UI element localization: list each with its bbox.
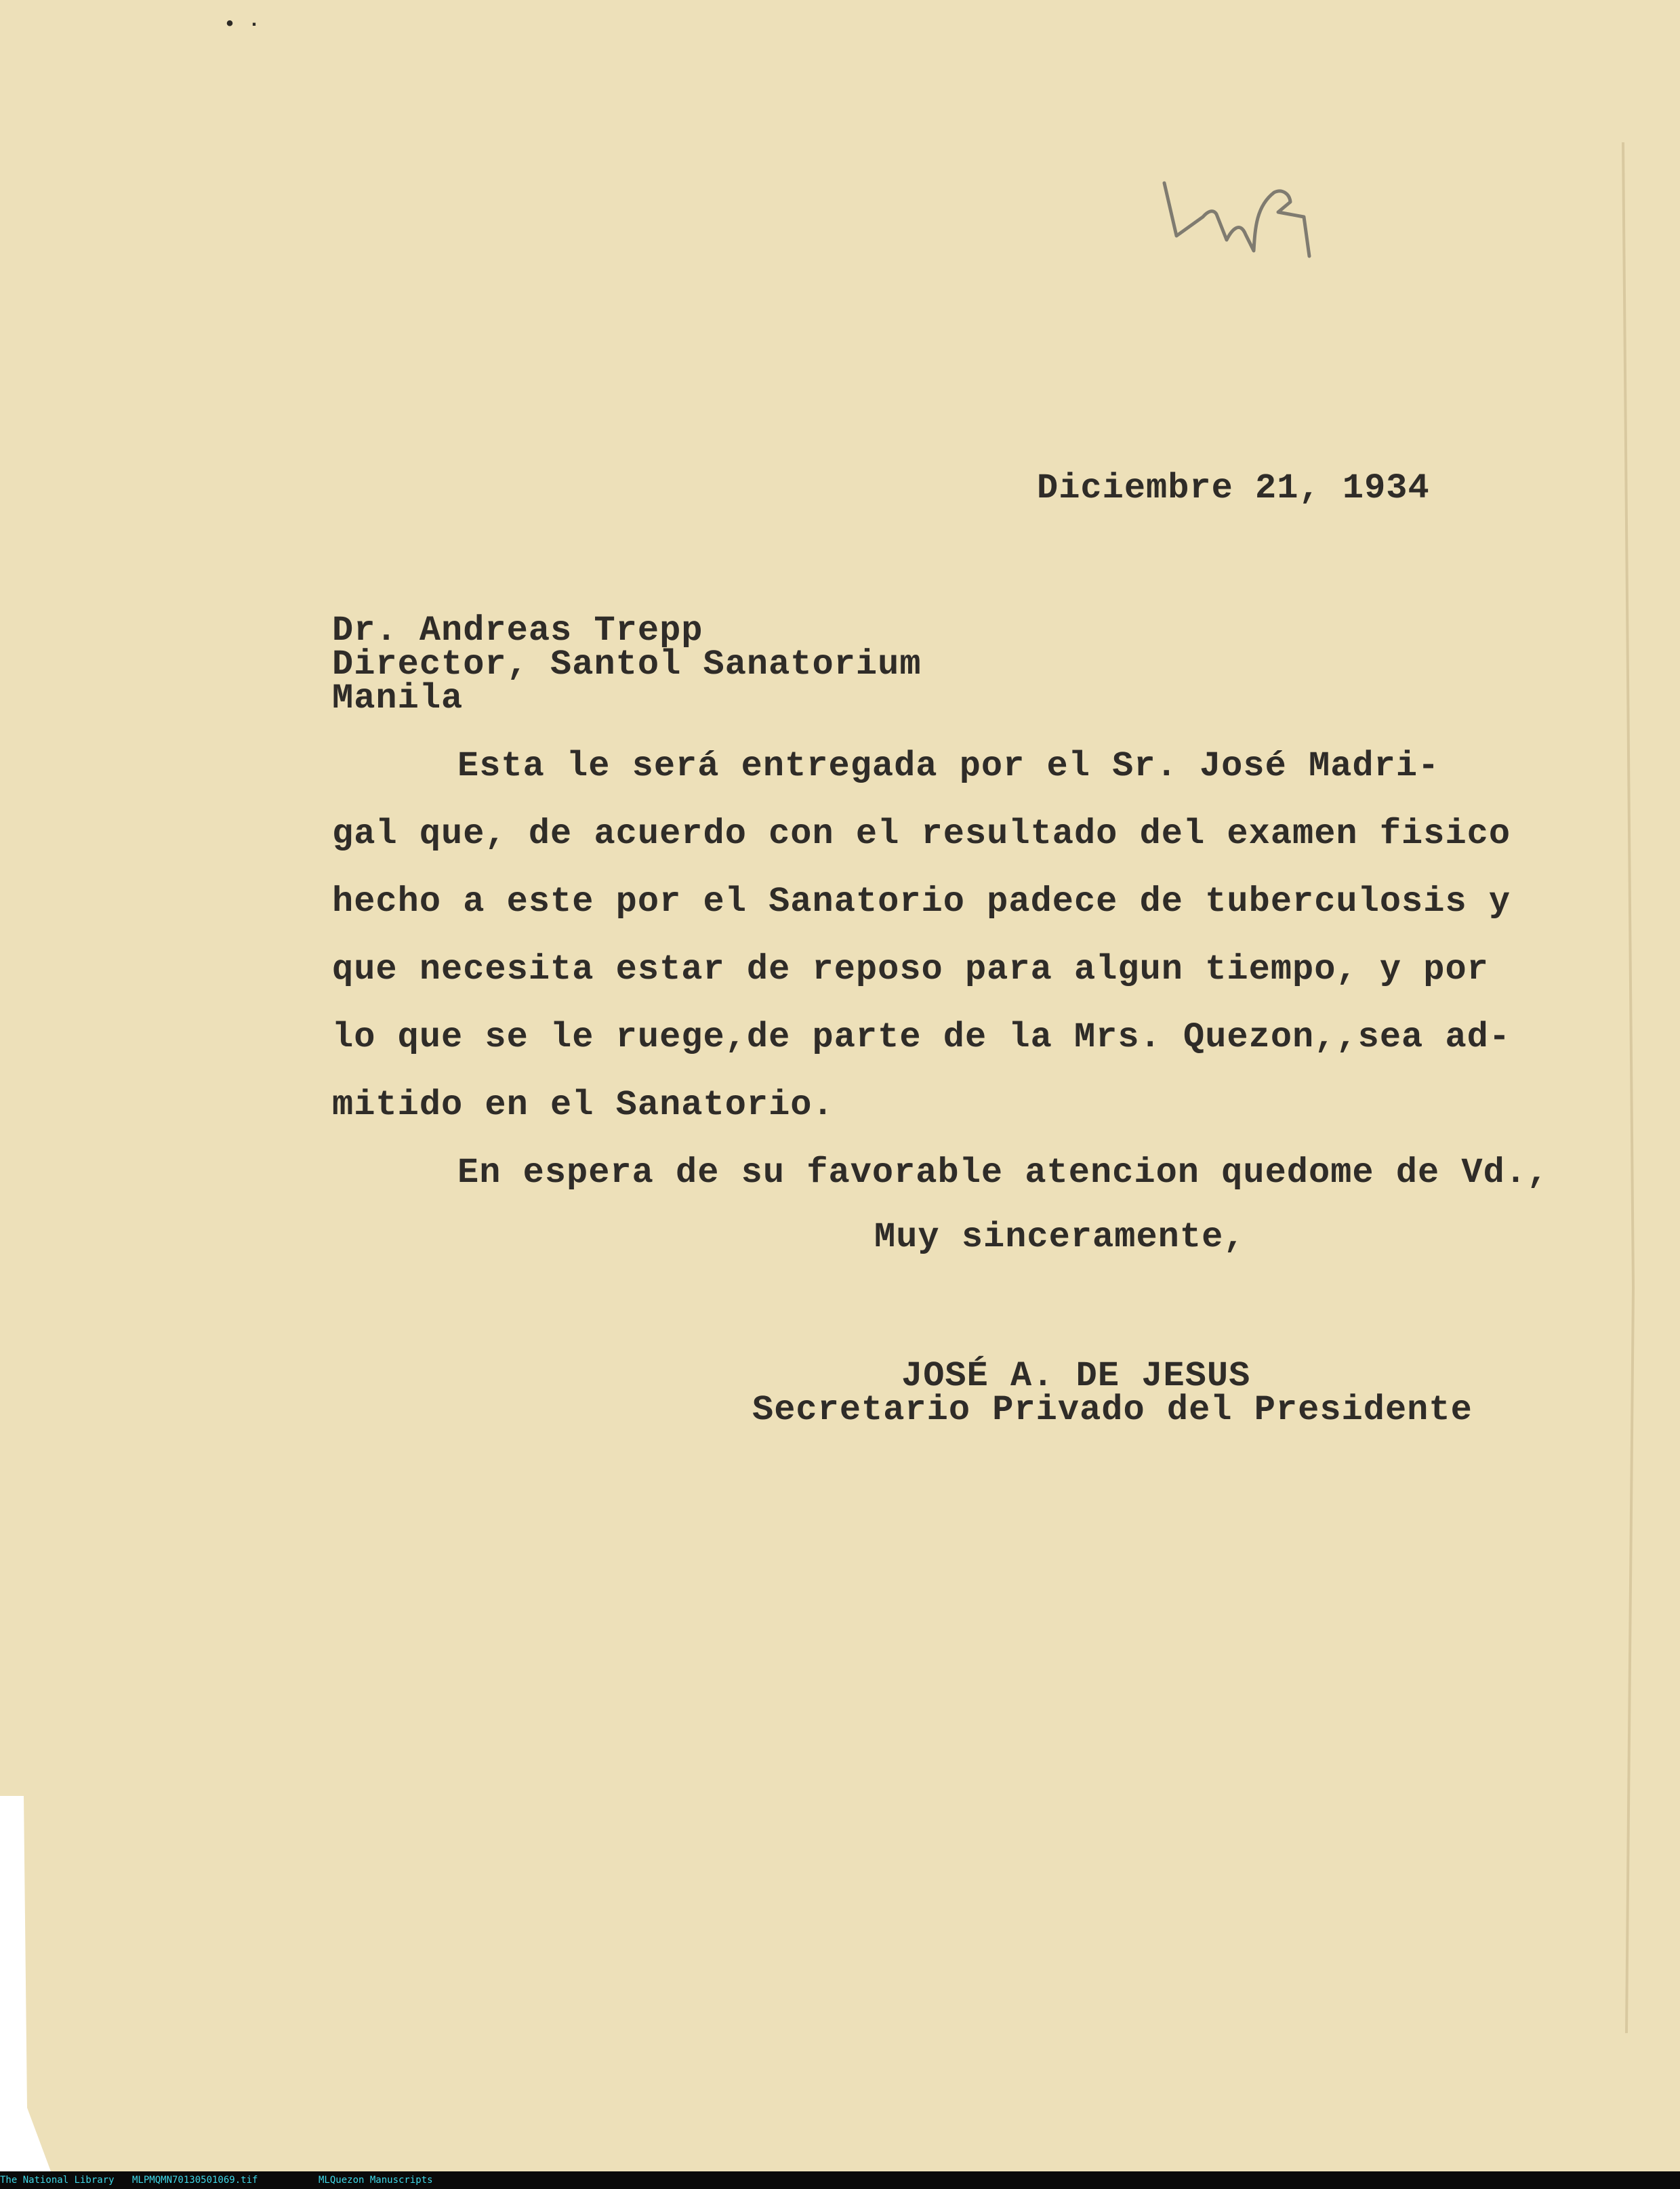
footer-file: MLPMQMN70130501069.tif xyxy=(132,2175,258,2186)
body-line: lo que se le ruege,de parte de la Mrs. Quezon,,sea ad- xyxy=(332,1017,1511,1057)
scan-footer xyxy=(0,2171,1680,2189)
signatory-title: Secretario Privado del Presidente xyxy=(752,1390,1473,1430)
footer-collection: MLQuezon Manuscripts xyxy=(319,2175,433,2186)
recipient-title: Director, Santol Sanatorium xyxy=(332,645,922,684)
body-line: que necesita estar de reposo para algun tiempo, y por xyxy=(332,949,1489,989)
recipient-city: Manila xyxy=(332,678,464,718)
body-line: hecho a este por el Sanatorio padece de tuberculosis y xyxy=(332,882,1511,922)
footer-library: The National Library xyxy=(0,2175,115,2186)
closing-paragraph: En espera de su favorable atencion quedome de Vd., xyxy=(457,1153,1549,1193)
letter-date: Diciembre 21, 1934 xyxy=(1037,468,1430,508)
body-line: gal que, de acuerdo con el resultado del examen fisico xyxy=(332,814,1511,854)
recipient-name: Dr. Andreas Trepp xyxy=(332,611,703,651)
valediction: Muy sinceramente, xyxy=(874,1217,1246,1257)
handwritten-initials xyxy=(1152,169,1328,264)
top-ink-specks: • · xyxy=(224,14,261,37)
signatory-name: JOSÉ A. DE JESUS xyxy=(901,1356,1251,1396)
body-line: mitido en el Sanatorio. xyxy=(332,1085,834,1125)
body-line: Esta le será entregada por el Sr. José Madri- xyxy=(457,746,1440,786)
